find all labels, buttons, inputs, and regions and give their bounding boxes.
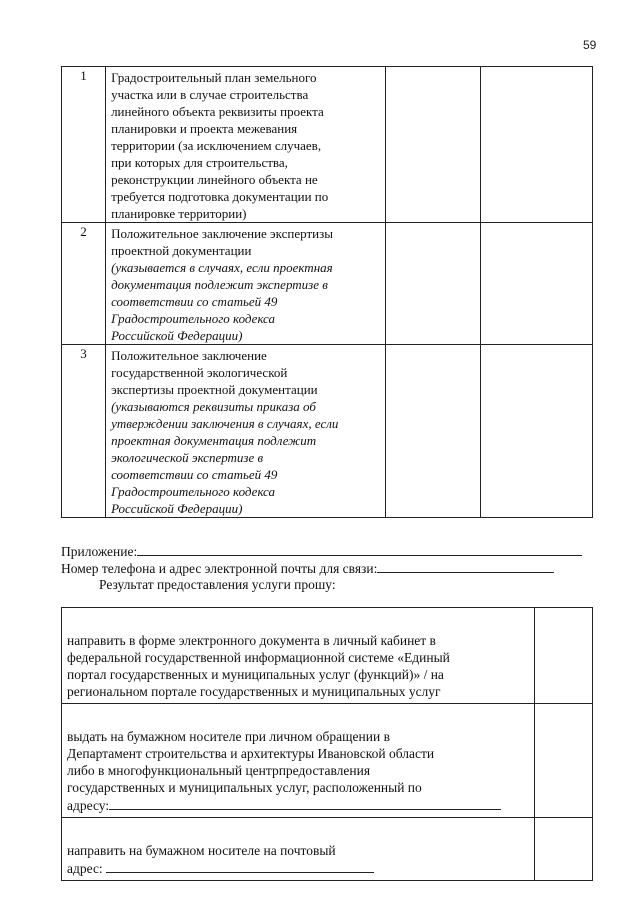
result-options-table — [61, 607, 593, 881]
contact-field[interactable] — [377, 559, 554, 573]
row-number: 1 — [62, 67, 106, 223]
contact-line — [61, 559, 554, 577]
option-text: направить на бумажном носителе на почтовый — [67, 843, 336, 858]
table-row — [62, 818, 593, 881]
attachment-label: Приложение: — [61, 544, 138, 559]
option-text: выдать на бумажном носителе при личном обращении в Департамент строительства и архитектуры Ивановской области либо в многофункциональный центрпредоставления государственных и муниципальных услуг, расположенный по — [67, 729, 435, 795]
attachment-field[interactable] — [137, 542, 582, 556]
result-option-in-person — [62, 704, 535, 818]
result-option-post — [62, 818, 535, 881]
result-option-electronic — [62, 608, 535, 704]
document-cell — [106, 223, 386, 345]
document-note: (указываются реквизиты приказа об утверждении заключения в случаях, если проектная документация подлежит экологической экспертизе в соответствии со статьей 49 Градостроительного кодекса Российской Федерации) — [111, 399, 339, 516]
empty-cell[interactable] — [386, 345, 481, 518]
table-row — [62, 345, 593, 518]
empty-cell[interactable] — [480, 345, 592, 518]
result-option-checkbox[interactable] — [534, 704, 592, 818]
document-title: Градостроительный план земельного участка или в случае строительства линейного объекта реквизиты проекта планировки и проекта межевания территории (за исключением случаев, при которых для строительства, реконструкции линейного объекта не требуется подготовка документации по планировке территории) — [111, 70, 329, 221]
document-title: Положительное заключение экспертизы проектной документации — [111, 226, 333, 258]
address-field[interactable] — [109, 796, 501, 810]
empty-cell[interactable] — [386, 67, 481, 223]
table-row — [62, 608, 593, 704]
table-row — [62, 704, 593, 818]
empty-cell[interactable] — [480, 223, 592, 345]
address-label: адресу: — [67, 798, 110, 813]
document-cell — [106, 67, 386, 223]
document-cell — [106, 345, 386, 518]
row-number: 2 — [62, 223, 106, 345]
page-number: 59 — [583, 38, 597, 52]
documents-table — [61, 66, 593, 518]
row-number: 3 — [62, 345, 106, 518]
table-row — [62, 223, 593, 345]
empty-cell[interactable] — [480, 67, 592, 223]
contact-label: Номер телефона и адрес электронной почты для связи: — [61, 561, 378, 576]
option-text: направить в форме электронного документа в личный кабинет в федеральной государственной информационной системе «Единый портал государственных и муниципальных услуг (функций)» / на региональном портале государственных и муниципальных услуг — [67, 633, 450, 699]
address-label: адрес: — [67, 861, 103, 876]
result-option-checkbox[interactable] — [534, 818, 592, 881]
table-row — [62, 67, 593, 223]
postal-address-field[interactable] — [106, 859, 374, 873]
attachment-line — [61, 542, 582, 560]
result-heading: Результат предоставления услуги прошу: — [99, 577, 336, 592]
result-option-checkbox[interactable] — [534, 608, 592, 704]
empty-cell[interactable] — [386, 223, 481, 345]
document-title: Положительное заключение государственной экологической экспертизы проектной документации — [111, 348, 318, 397]
document-note: (указывается в случаях, если проектная документация подлежит экспертизе в соответствии со статьей 49 Градостроительного кодекса Российской Федерации) — [111, 260, 333, 343]
